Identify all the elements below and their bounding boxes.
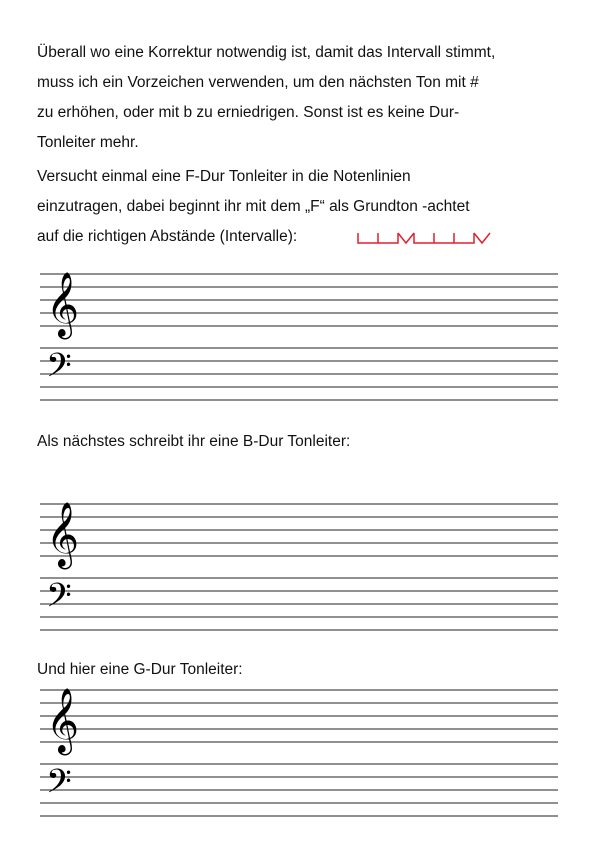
g-major-instruction: Und hier eine G-Dur Tonleiter: bbox=[37, 661, 243, 678]
intro-paragraph bbox=[37, 38, 495, 158]
staff-system-f-major bbox=[40, 271, 560, 405]
treble-staff bbox=[40, 504, 558, 556]
treble-staff bbox=[40, 274, 558, 326]
bass-staff bbox=[40, 578, 558, 630]
intro-line-3: zu erhöhen, oder mit b zu erniedrigen. Sonst ist es keine Dur- bbox=[37, 104, 460, 121]
bass-staff bbox=[40, 348, 558, 400]
intro-line-2: muss ich ein Vorzeichen verwenden, um den nächsten Ton mit # bbox=[37, 74, 479, 91]
bass-clef-icon: 𝄢 bbox=[46, 763, 72, 809]
interval-pattern-icon bbox=[357, 232, 507, 248]
staff-system-g-major bbox=[40, 687, 560, 821]
intro-line-1: Überall wo eine Korrektur notwendig ist, damit das Intervall stimmt, bbox=[37, 44, 496, 61]
treble-staff bbox=[40, 690, 558, 742]
treble-clef-icon: 𝄞 bbox=[46, 502, 80, 567]
f-major-line-1: Versucht einmal eine F-Dur Tonleiter in die Notenlinien bbox=[37, 168, 411, 185]
intro-line-4: Tonleiter mehr. bbox=[37, 134, 139, 151]
bass-staff bbox=[40, 764, 558, 816]
b-major-instruction: Als nächstes schreibt ihr eine B-Dur Tonleiter: bbox=[37, 433, 351, 450]
bass-clef-icon: 𝄢 bbox=[46, 347, 72, 393]
treble-clef-icon: 𝄞 bbox=[46, 688, 80, 753]
f-major-line-2: einzutragen, dabei beginnt ihr mit dem „F“ als Grundton -achtet bbox=[37, 198, 470, 215]
bass-clef-icon: 𝄢 bbox=[46, 577, 72, 623]
staff-system-b-major bbox=[40, 501, 560, 635]
f-major-line-3: auf die richtigen Abstände (Intervalle): bbox=[37, 228, 298, 245]
treble-clef-icon: 𝄞 bbox=[46, 272, 80, 337]
